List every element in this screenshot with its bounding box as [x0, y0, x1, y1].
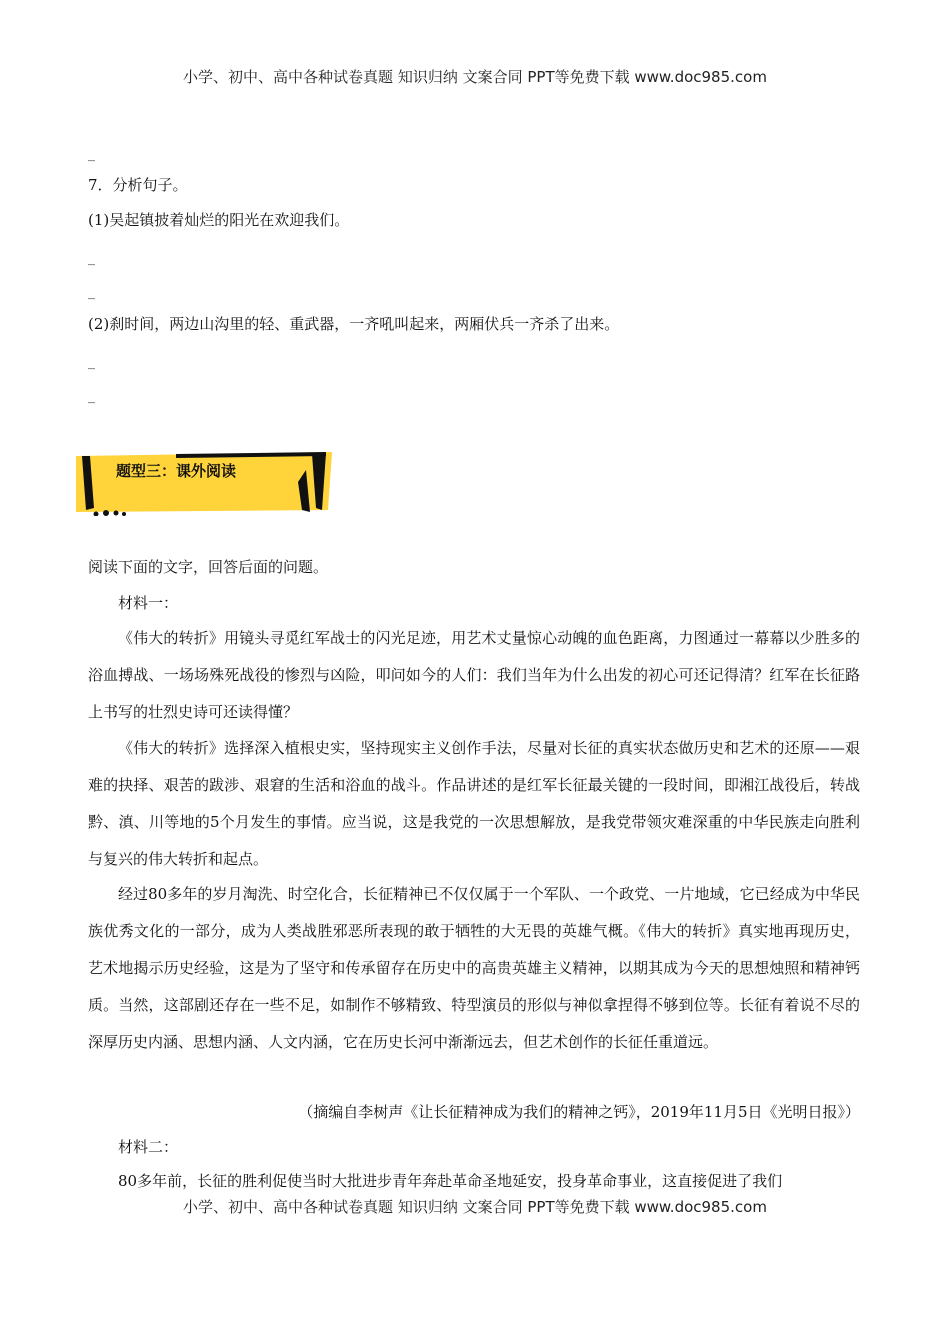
section-title: 题型三：课外阅读 — [116, 462, 237, 480]
answer-blank: _ — [88, 354, 95, 370]
citation: （摘编自李树声《让长征精神成为我们的精神之钙》，2019年11月5日《光明日报》） — [298, 1103, 860, 1121]
material-1-label: 材料一： — [118, 594, 179, 612]
material-1-paragraph-3: 经过80多年的岁月淘洗、时空化合，长征精神已不仅仅属于一个军队、一个政党、一片地域，它已经成为中华民族优秀文化的一部分，成为人类战胜邪恶所表现的敢于牺牲的大无畏的英雄气概。《伟大的转折》真实地再现历史，艺术地揭示历史经验，这是为了坚守和传承留存在历史中的高贵英雄主义精神，以期其成为今天的思想烛照和精神钙质。当然，这部剧还存在一些不足，如制作不够精致、特型演员的形似与神似拿捏得不够到位等。长征有着说不尽的深厚历史内涵、思想内涵、人文内涵，它在历史长河中渐渐远去，但艺术创作的长征任重道远。 — [88, 885, 860, 1051]
question-7-title: 7．分析句子。 — [88, 176, 188, 194]
material-2-label: 材料二： — [118, 1138, 179, 1156]
answer-blank: _ — [88, 250, 95, 266]
reading-instruction: 阅读下面的文字，回答后面的问题。 — [88, 558, 329, 576]
answer-blank: _ — [88, 146, 95, 162]
material-1-paragraph-2: 《伟大的转折》选择深入植根史实，坚持现实主义创作手法，尽量对长征的真实状态做历史和艺术的还原——艰难的抉择、艰苦的跋涉、艰窘的生活和浴血的战斗。作品讲述的是红军长征最关键的一段时间，即湘江战役后，转战黔、滇、川等地的5个月发生的事情。应当说，这是我党的一次思想解放，是我党带领灾难深重的中华民族走向胜利与复兴的伟大转折和起点。 — [88, 739, 860, 868]
answer-blank: _ — [88, 388, 95, 404]
answer-blank: _ — [88, 284, 95, 300]
material-2-first-line: 80多年前，长征的胜利促使当时大批进步青年奔赴革命圣地延安，投身革命事业，这直接促进了我们 — [118, 1172, 783, 1190]
material-1-paragraph-1: 《伟大的转折》用镜头寻觅红军战士的闪光足迹，用艺术丈量惊心动魄的血色距离，力图通过一幕幕以少胜多的浴血搏战、一场场殊死战役的惨烈与凶险，叩问如今的人们：我们当年为什么出发的初心可还记得清？红军在长征路上书写的壮烈史诗可还读得懂？ — [88, 629, 860, 721]
page-header: 小学、初中、高中各种试卷真题 知识归纳 文案合同 PPT等免费下载 www.doc985.com — [183, 68, 767, 86]
page-footer: 小学、初中、高中各种试卷真题 知识归纳 文案合同 PPT等免费下载 www.doc985.com — [183, 1198, 767, 1216]
section-banner — [76, 452, 336, 516]
question-7-sentence-2: (2)刹时间，两边山沟里的轻、重武器，一齐吼叫起来，两厢伏兵一齐杀了出来。 — [88, 315, 620, 333]
question-7-sentence-1: (1)吴起镇披着灿烂的阳光在欢迎我们。 — [88, 211, 350, 229]
